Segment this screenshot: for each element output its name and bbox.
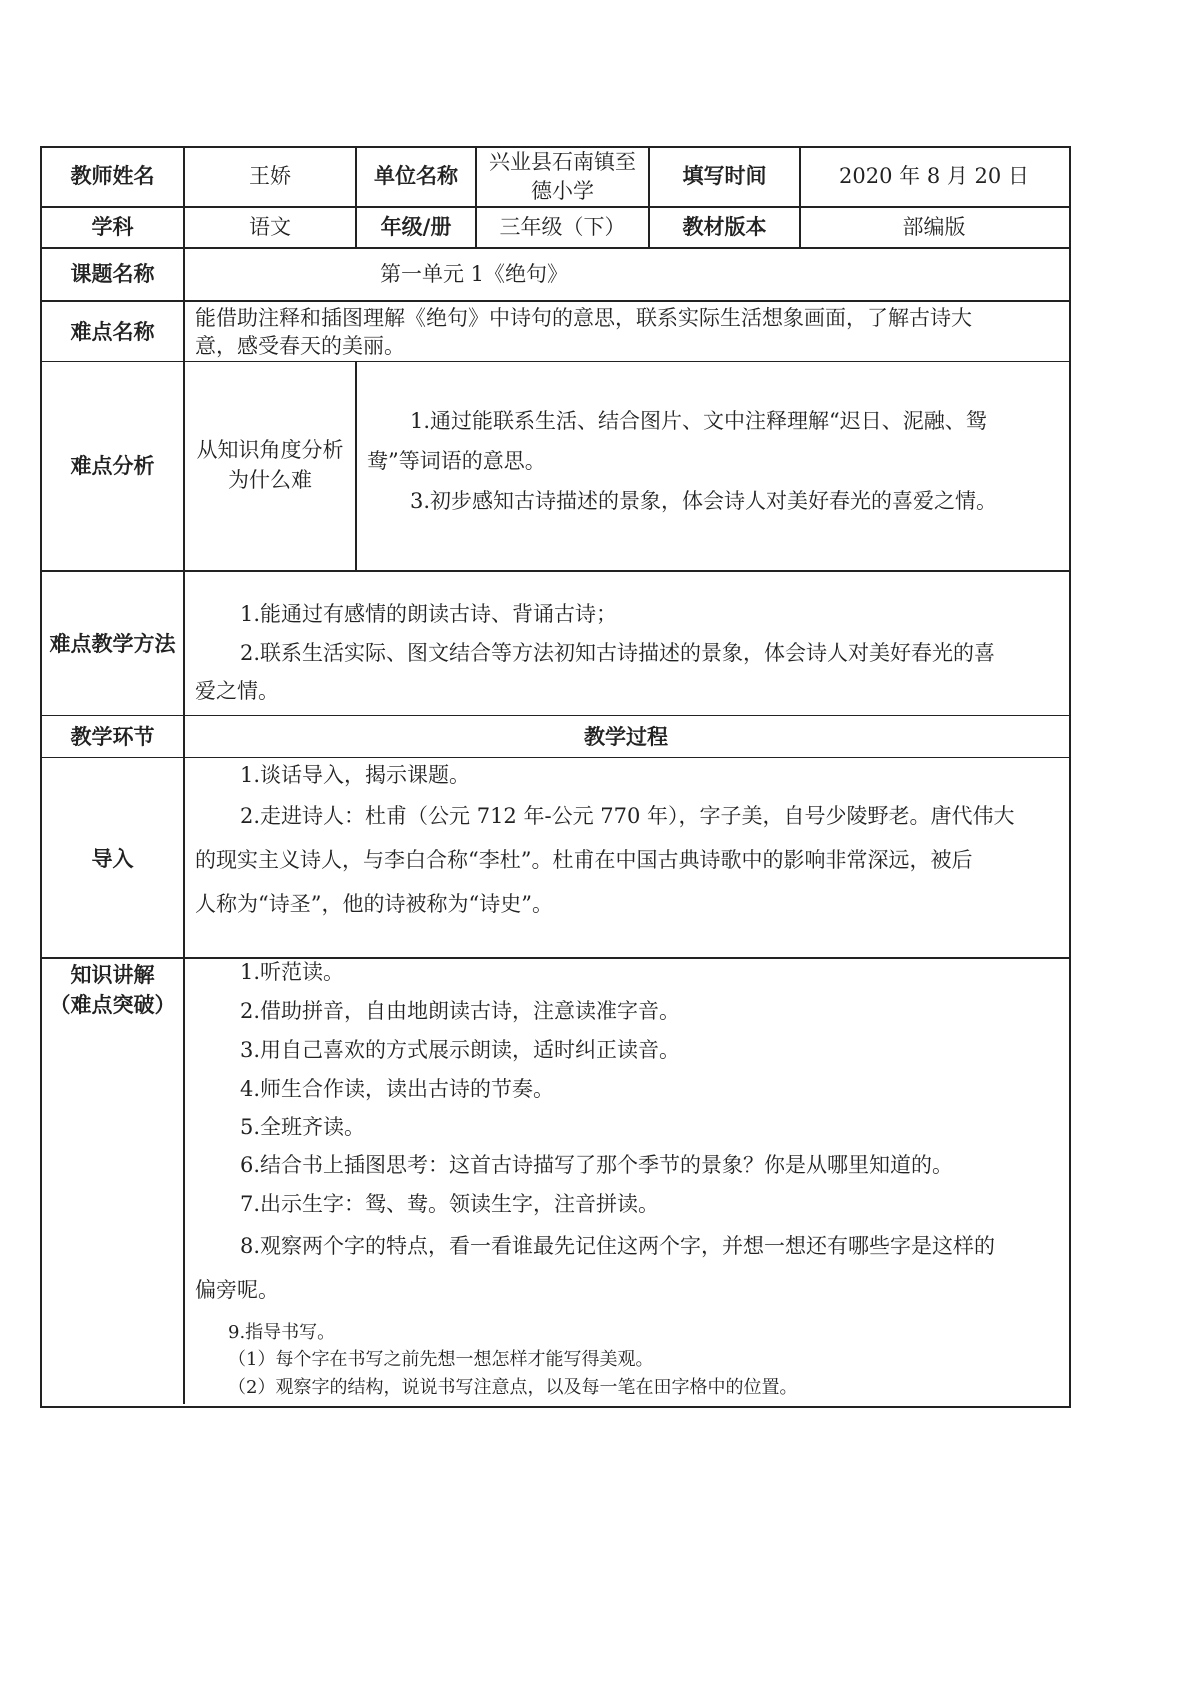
knowledge-subitem: 9.指导书写。	[228, 1322, 336, 1343]
knowledge-subitem: （2）观察字的结构，说说书写注意点，以及每一笔在田字格中的位置。	[228, 1377, 798, 1398]
topic-value: 第一单元 1《绝句》	[380, 262, 569, 286]
stage-header: 教学环节	[70, 725, 155, 749]
knowledge-item: 1.听范读。	[240, 960, 345, 984]
knowledge-label-line1: 知识讲解	[70, 963, 155, 987]
method-line2: 2.联系生活实际、图文结合等方法初知古诗描述的景象，体会诗人对美好春光的喜	[240, 641, 996, 665]
row-divider	[40, 206, 1069, 208]
row-divider	[40, 957, 1069, 959]
method-label: 难点教学方法	[49, 632, 176, 656]
teacher-name-label: 教师姓名	[70, 164, 155, 188]
method-line1: 1.能通过有感情的朗读古诗、背诵古诗；	[240, 602, 618, 626]
row-divider	[40, 361, 1069, 362]
knowledge-item: 5.全班齐读。	[240, 1115, 366, 1139]
method-line3: 爱之情。	[195, 679, 279, 703]
row-divider	[40, 757, 1069, 758]
analysis-line2: 鸯”等词语的意思。	[367, 449, 546, 473]
analysis-subheading-line1: 从知识角度分析	[196, 438, 344, 462]
knowledge-item: 偏旁呢。	[195, 1278, 279, 1302]
fill-date-label: 填写时间	[682, 164, 767, 188]
knowledge-item: 3.用自己喜欢的方式展示朗读，适时纠正读音。	[240, 1038, 681, 1062]
analysis-line1: 1.通过能联系生活、结合图片、文中注释理解“迟日、泥融、鸳	[410, 409, 987, 433]
intro-label: 导入	[91, 847, 134, 871]
subject-label: 学科	[91, 215, 134, 239]
intro-line4: 人称为“诗圣”，他的诗被称为“诗史”。	[195, 892, 553, 916]
knowledge-item: 7.出示生字：鸳、鸯。领读生字，注音拼读。	[240, 1192, 660, 1216]
unit-name-value-line2: 德小学	[531, 179, 594, 203]
fill-date-value: 2020 年 8 月 20 日	[839, 164, 1029, 188]
knowledge-item: 6.结合书上插图思考：这首古诗描写了那个季节的景象？你是从哪里知道的。	[240, 1153, 954, 1177]
unit-name-label: 单位名称	[374, 164, 458, 188]
difficulty-label: 难点名称	[70, 320, 155, 344]
intro-line3: 的现实主义诗人，与李白合称“李杜”。杜甫在中国古典诗歌中的影响非常深远，被后	[195, 848, 973, 872]
column-divider	[183, 146, 185, 1404]
intro-line1: 1.谈话导入，揭示课题。	[240, 763, 471, 787]
analysis-subheading-line2: 为什么难	[228, 468, 312, 492]
grade-label: 年级/册	[380, 215, 452, 239]
row-divider	[40, 247, 1069, 249]
analysis-line3: 3.初步感知古诗描述的景象，体会诗人对美好春光的喜爱之情。	[410, 489, 998, 513]
knowledge-subitem: （1）每个字在书写之前先想一想怎样才能写得美观。	[228, 1349, 654, 1370]
row-divider	[40, 570, 1069, 572]
process-header: 教学过程	[584, 725, 668, 749]
knowledge-item: 2.借助拼音，自由地朗读古诗，注意读准字音。	[240, 999, 681, 1023]
unit-name-value-line1: 兴业县石南镇至	[489, 150, 636, 174]
analysis-label: 难点分析	[70, 454, 155, 478]
difficulty-line2: 意，感受春天的美丽。	[195, 334, 405, 358]
row-divider	[40, 300, 1069, 302]
grade-value: 三年级（下）	[499, 215, 626, 239]
difficulty-line1: 能借助注释和插图理解《绝句》中诗句的意思，联系实际生活想象画面，了解古诗大	[195, 306, 972, 330]
column-divider	[355, 361, 357, 570]
knowledge-item: 4.师生合作读，读出古诗的节奏。	[240, 1077, 555, 1101]
topic-label: 课题名称	[70, 262, 155, 286]
intro-line2: 2.走进诗人：杜甫（公元 712 年-公元 770 年），字子美，自号少陵野老。唐代伟大	[240, 804, 1015, 828]
row-divider	[40, 715, 1069, 716]
teacher-name-value: 王娇	[249, 164, 291, 188]
edition-value: 部编版	[902, 215, 966, 239]
edition-label: 教材版本	[682, 215, 767, 239]
knowledge-label-line2: （难点突破）	[49, 993, 176, 1017]
subject-value: 语文	[249, 215, 291, 239]
knowledge-item: 8.观察两个字的特点，看一看谁最先记住这两个字，并想一想还有哪些字是这样的	[240, 1234, 996, 1258]
